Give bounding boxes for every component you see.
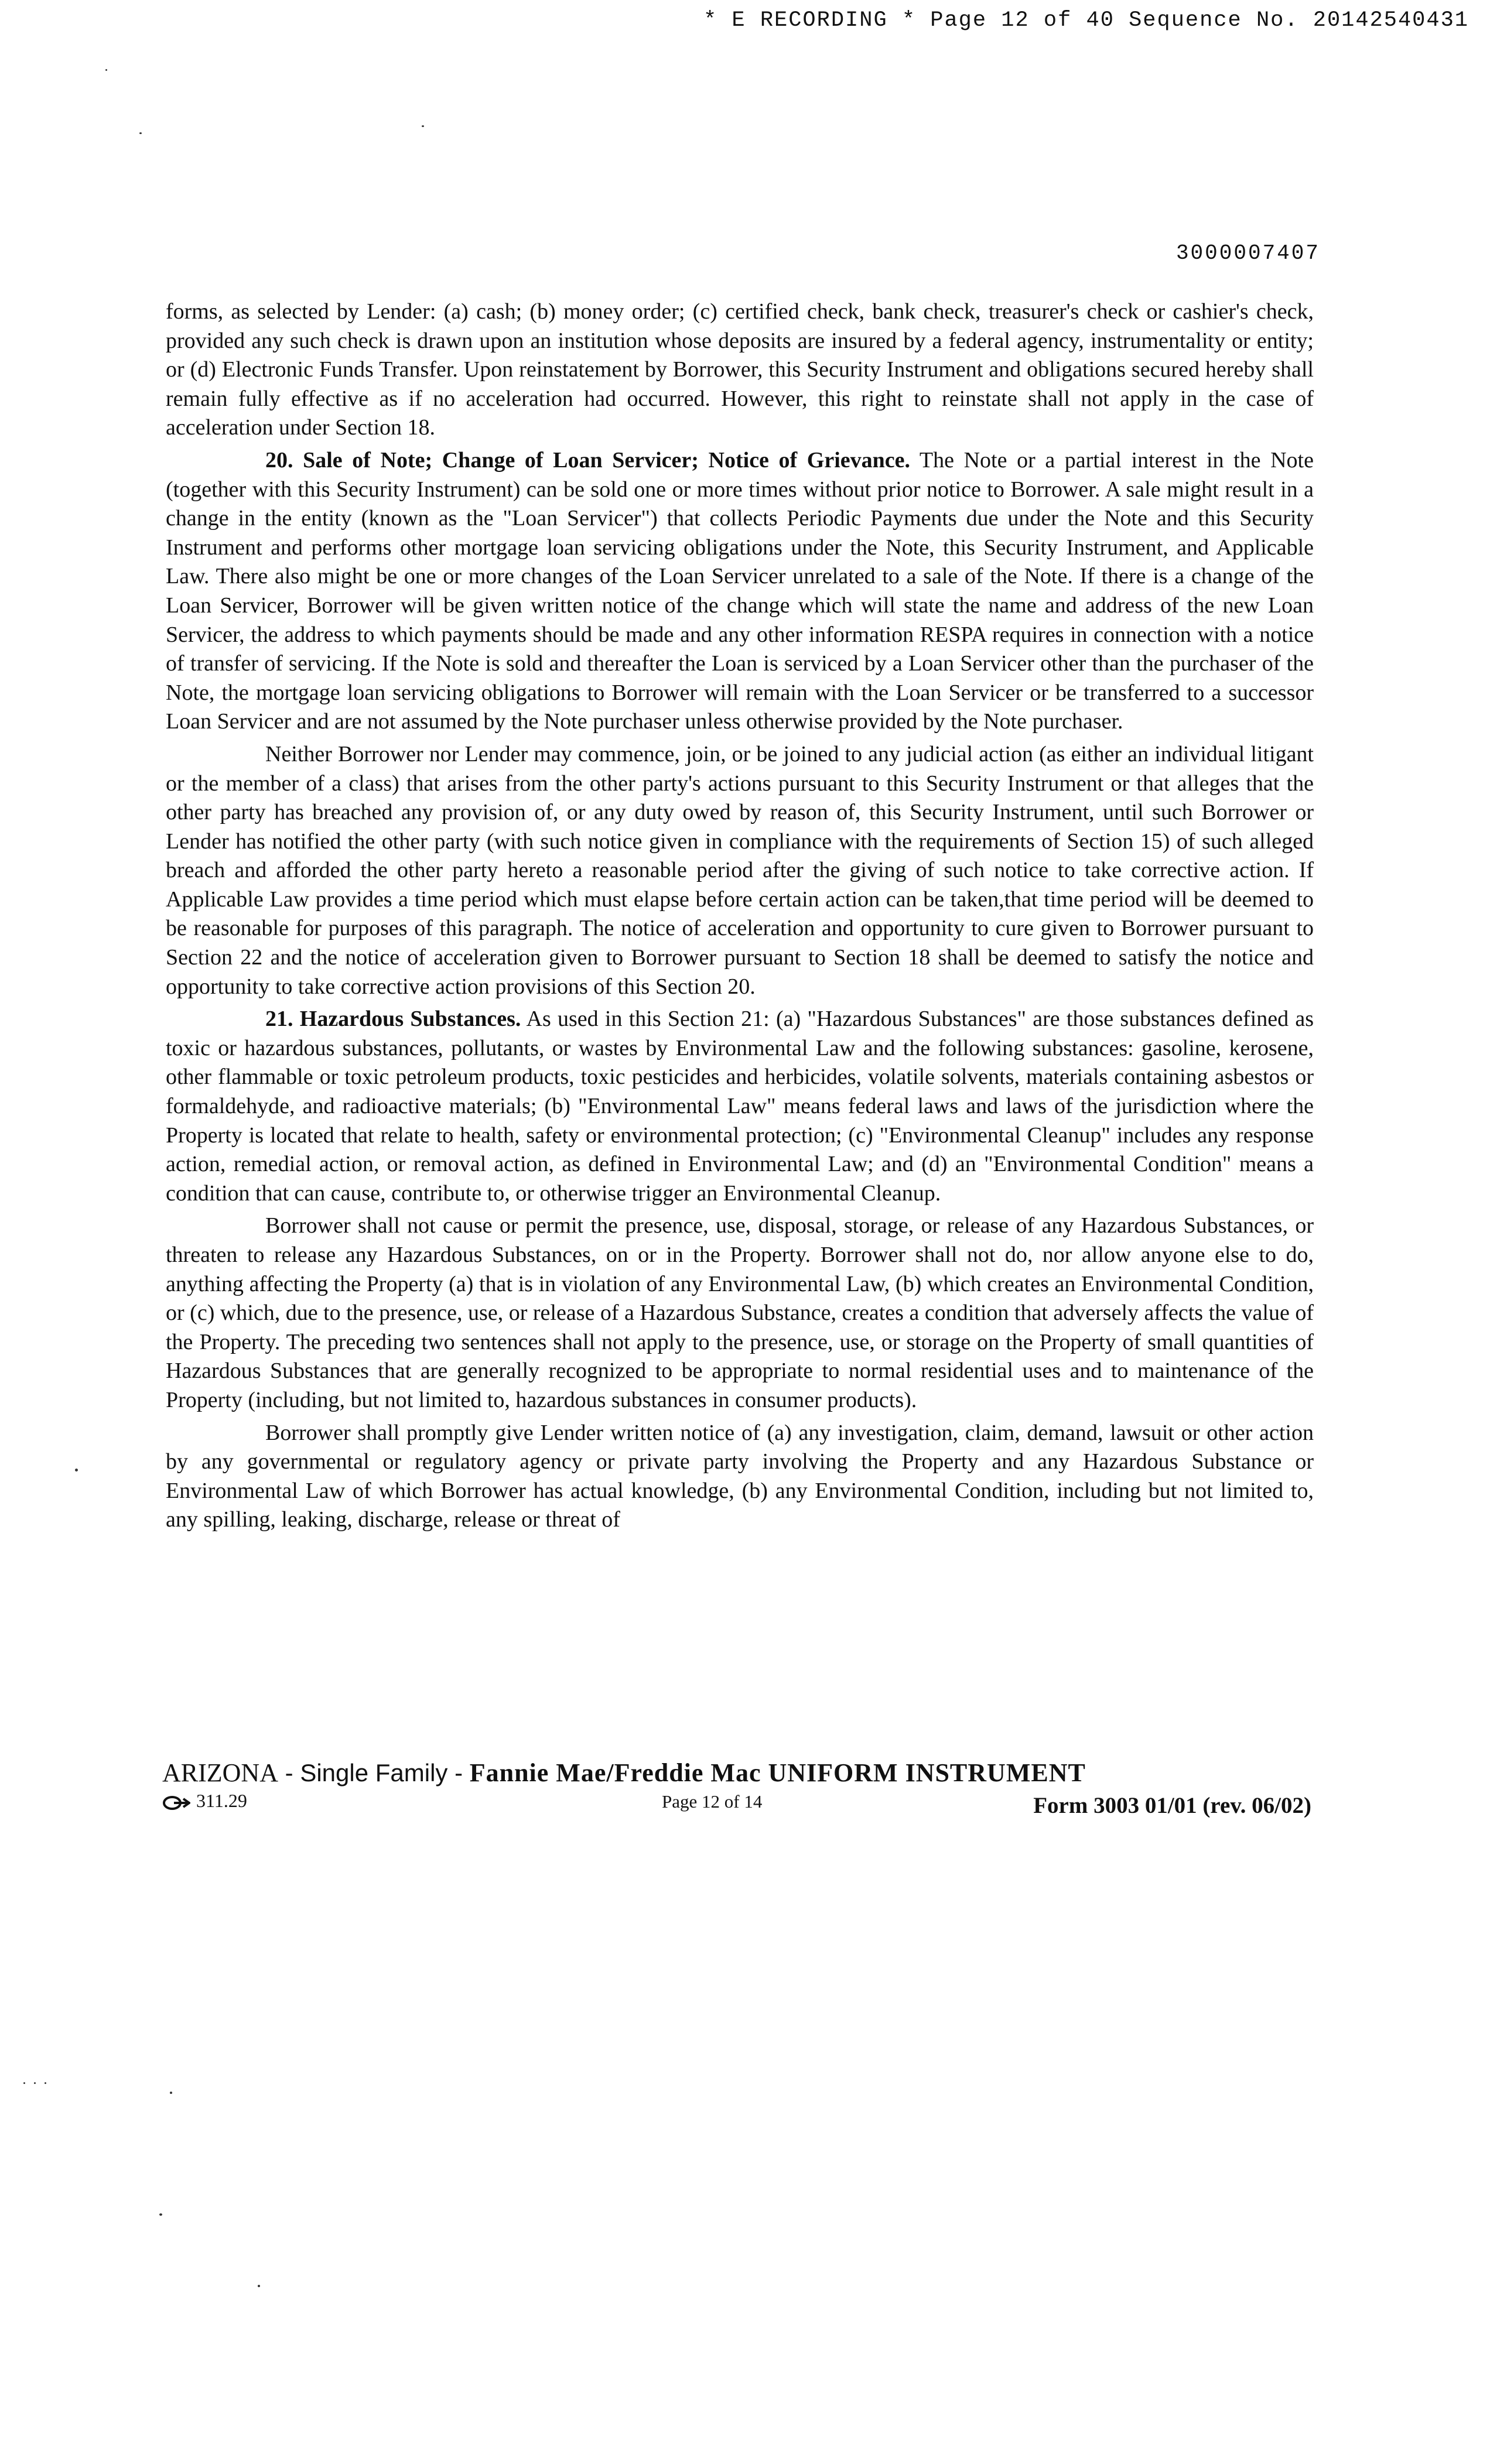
- section-21-paragraph: [166, 1005, 1314, 1208]
- section-20-heading: 20. Sale of Note; Change of Loan Servicer; Notice of Grievance.: [265, 447, 910, 473]
- loan-number: 3000007407: [1175, 241, 1320, 265]
- scan-speck: [34, 2082, 36, 2084]
- paragraph-reinstatement: forms, as selected by Lender: (a) cash; (b) money order; (c) certified check, bank check, treasurer's check or cashier's check, provided any such check is drawn upon an institution whose deposits are insured by a federal agency, instrumentality or entity; or (d) Electronic Funds Transfer. Upon reinstatement by Borrower, this Security Instrument and obligations secured hereby shall remain fully effective as if no acceleration had occurred. However, this right to reinstate shall not apply in the case of acceleration under Section 18.: [166, 299, 1314, 440]
- section-21-heading: 21. Hazardous Substances.: [265, 1007, 521, 1032]
- scan-speck: [159, 2213, 162, 2216]
- footer-form-number: Form 3003 01/01 (rev. 06/02): [1033, 1793, 1311, 1818]
- scan-speck: [23, 2082, 25, 2084]
- paragraph-borrower-not-cause: Borrower shall not cause or permit the presence, use, disposal, storage, or release of any Hazardous Substances, or threaten to release any Hazardous Substances, on or in the Property. Borrower shall not do, nor allow anyone else to do, anything affecting the Property (a) that is in violation of any Environmental Law, (b) which creates an Environmental Condition, or (c) which, due to the presence, use, or release of a Hazardous Substance, creates a condition that adversely affects the value of the Property. The preceding two sentences shall not apply to the presence, use, or storage on the Property of small quantities of Hazardous Substances that are generally recognized to be appropriate to normal residential uses and to maintenance of the Property (including, but not limited to, hazardous substances in consumer products).: [166, 1213, 1314, 1412]
- scan-speck: [170, 2092, 172, 2094]
- scan-speck: [258, 2285, 260, 2287]
- footer-uniform-instrument: Fannie Mae/Freddie Mac UNIFORM INSTRUMENT: [469, 1758, 1086, 1787]
- footer-sep-1: -: [278, 1759, 300, 1787]
- page-footer: [162, 1758, 1311, 1825]
- footer-page-number: Page 12 of 14: [662, 1791, 763, 1812]
- footer-instrument-title: [162, 1758, 1311, 1788]
- paragraph-borrower-notice: Borrower shall promptly give Lender written notice of (a) any investigation, claim, demand, lawsuit or other action by any governmental or regulatory agency or private party involving the Property and any Hazardous Substance or Environmental Law of which Borrower has actual knowledge, (b) any Environmental Condition, including but not limited to, any spilling, leaking, discharge, release or threat of: [166, 1420, 1314, 1532]
- scan-speck: [75, 1469, 78, 1471]
- footer-code-value: 311.29: [196, 1790, 247, 1811]
- recording-header: * E RECORDING * Page 12 of 40 Sequence No. 20142540431: [703, 8, 1469, 33]
- footer-sep-2: -: [447, 1759, 470, 1787]
- section-21-text: As used in this Section 21: (a) "Hazardous Substances" are those substances defined as toxic or hazardous substances, pollutants, or wastes by Environmental Law and the following substances: gasoline, kerosene, other flammable or toxic petroleum products, toxic pesticides and herbicides, volatile solvents, materials containing asbestos or formaldehyde, and radioactive materials; (b) "Environmental Law" means federal laws and laws of the jurisdiction where the Property is located that relate to health, safety or environmental protection; (c) "Environmental Cleanup" includes any response action, remedial action, or removal action, as defined in Environmental Law; and (d) an "Environmental Condition" means a condition that can cause, contribute to, or otherwise trigger an Environmental Cleanup.: [166, 1007, 1314, 1206]
- scan-speck: [45, 2082, 46, 2084]
- scan-speck: [139, 132, 142, 134]
- section-20-text: The Note or a partial interest in the Note (together with this Security Instrument) can be sold one or more times without prior notice to Borrower. A sale might result in a change in the entity (known as the "Loan Servicer") that collects Periodic Payments due under the Note and this Security Instrument and performs other mortgage loan servicing obligations under the Note, this Security Instrument, and Applicable Law. There also might be one or more changes of the Loan Servicer unrelated to a sale of the Note. If there is a change of the Loan Servicer, Borrower will be given written notice of the change which will state the name and address of the new Loan Servicer, the address to which payments should be made and any other information RESPA requires in connection with a notice of transfer of servicing. If the Note is sold and thereafter the Loan is serviced by a Loan Servicer other than the purchaser of the Note, the mortgage loan servicing obligations to Borrower will remain with the Loan Servicer or be transferred to a successor Loan Servicer and are not assumed by the Note purchaser unless otherwise provided by the Note purchaser.: [166, 447, 1314, 734]
- scan-speck: [105, 69, 107, 71]
- vendor-logo-icon: [162, 1795, 190, 1811]
- footer-state: ARIZONA: [162, 1758, 278, 1787]
- document-body: [166, 297, 1314, 1538]
- section-20-paragraph: [166, 446, 1314, 737]
- footer-form-code: [162, 1790, 247, 1812]
- paragraph-judicial-action: Neither Borrower nor Lender may commence, join, or be joined to any judicial action (as either an individual litigant or the member of a class) that arises from the other party's actions pursuant to this Security Instrument or that alleges that the other party has breached any provision of, or any duty owed by reason of, this Security Instrument, until such Borrower or Lender has notified the other party (with such notice given in compliance with the requirements of Section 15) of such alleged breach and afforded the other party hereto a reasonable period after the giving of such notice to take corrective action. If Applicable Law provides a time period which must elapse before certain action can be taken,that time period will be deemed to be reasonable for purposes of this paragraph. The notice of acceleration and opportunity to cure given to Borrower pursuant to Section 22 and the notice of acceleration given to Borrower pursuant to Section 18 shall be deemed to satisfy the notice and opportunity to take corrective action provisions of this Section 20.: [166, 741, 1314, 999]
- scan-speck: [422, 125, 424, 127]
- footer-family: Single Family: [300, 1759, 448, 1787]
